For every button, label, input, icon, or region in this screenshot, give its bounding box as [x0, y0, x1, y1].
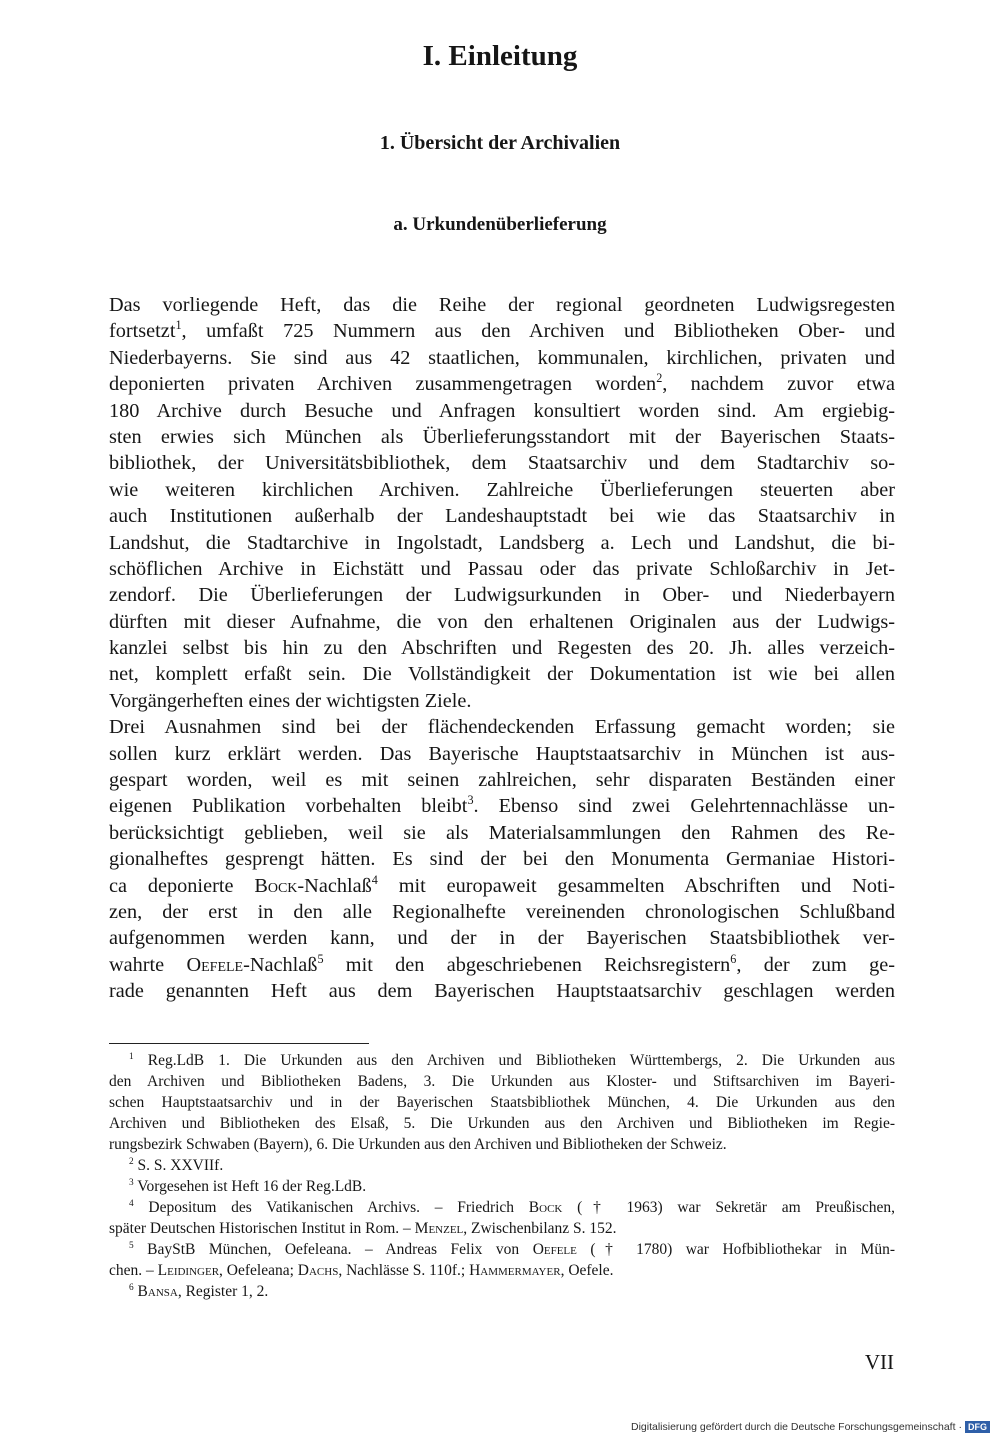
text-line: gespart worden, weil es mit seinen zahlreichen, sehr disparaten Beständen einer — [109, 769, 895, 792]
footnote-line: Archiven und Bibliotheken des Elsaß, 5. Die Urkunden aus den Archiven und Bibliotheken im Regie- — [109, 1115, 895, 1132]
text-line: net, komplett erfaßt sein. Die Vollständigkeit der Dokumentation ist wie bei allen — [109, 663, 895, 686]
text-line: dürften mit dieser Aufnahme, die von den erhaltenen Originalen aus der Ludwigs- — [109, 610, 895, 633]
text-line: fortsetzt$^1$, umfaßt 725 Nummern aus den Archiven und Bibliotheken Ober- und — [109, 318, 895, 343]
footnote-ref: 4 — [371, 872, 378, 887]
footnote-line: schen Hauptstaatsarchiv und in der Bayerischen Staatsbibliothek München, 4. Die Urkunden aus den — [109, 1094, 895, 1111]
footnote-4: $^4$ Depositum des Vatikanischen Archivs. – Friedrich Bock († 1963) war Sekretär am Preußischen, — [129, 1198, 895, 1216]
body-text — [109, 292, 895, 1005]
footnote-line: rungsbezirk Schwaben (Bayern), 6. Die Urkunden aus den Archiven und Bibliotheken der Schweiz. — [109, 1136, 727, 1153]
footnote-ref: 6 — [730, 952, 737, 966]
footnote-line: chen. – Leidinger, Oefeleana; Dachs, Nachlässe S. 110f.; Hammermayer, Oefele. — [109, 1262, 614, 1279]
text-line: Drei Ausnahmen sind bei der flächendeckenden Erfassung gemacht worden; sie — [109, 716, 895, 739]
text-line: berücksichtigt geblieben, weil sie als Materialsammlungen den Rahmen des Re- — [109, 821, 895, 844]
text-line: zen, der erst in den alle Regionalhefte vereinenden chronologischen Schlußband — [109, 900, 895, 923]
footnote-ref: 3 — [467, 793, 474, 808]
text-line: sten erwies sich München als Überlieferungsstandort mit der Bayerischen Staats- — [109, 425, 895, 448]
text-line: auch Institutionen außerhalb der Landeshauptstadt bei wie das Staatsarchiv in — [109, 505, 895, 528]
text-line: aufgenommen werden kann, und der in der Bayerischen Staatsbibliothek ver- — [109, 927, 895, 950]
text-line: deponierten privaten Archiven zusammengetragen worden$^2$, nachdem zuvor etwa — [109, 371, 895, 396]
text-line: schöflichen Archive in Eichstätt und Passau oder das private Schloßarchiv in Jet- — [109, 557, 895, 580]
text-line: rade genannten Heft aus dem Bayerischen Hauptstaatsarchiv geschlagen werden — [109, 980, 895, 1003]
page-title: I. Einleitung — [422, 40, 578, 72]
footnote-ref: 1 — [175, 318, 182, 333]
footnote-ref: 5 — [317, 952, 324, 966]
footnote-ref: 2 — [656, 371, 663, 386]
section-heading: 1. Übersicht der Archivalien — [379, 132, 621, 154]
text-line: Landshut, die Stadtarchive in Ingolstadt, Landsberg a. Lech und Landshut, die bi- — [109, 531, 895, 554]
page-number: VII — [864, 1350, 894, 1374]
funding-text: Digitalisierung gefördert durch die Deutsche Forschungsgemeinschaft — [630, 1421, 956, 1433]
funding-note — [631, 1421, 990, 1433]
text-line: Niederbayerns. Sie sind aus 42 staatlichen, kommunalen, kirchlichen, privaten und — [109, 346, 895, 369]
text-line: ca deponierte Bock-Nachlaß$^4$ mit europaweit gesammelten Abschriften und Noti- — [109, 872, 895, 897]
footnote-1: $^1$ Reg.LdB 1. Die Urkunden aus den Archiven und Bibliotheken Württembergs, 2. Die Urkunden aus — [129, 1051, 895, 1069]
text-line: kanzlei selbst bis hin zu den Abschriften und Regesten des 20. Jh. alles verzeich- — [109, 637, 895, 660]
footnote-divider — [109, 1043, 369, 1044]
footnote-6: $^6$ Bansa, Register 1, 2. — [129, 1282, 269, 1300]
footnote-line: später Deutschen Historischen Institut in Rom. – Menzel, Zwischenbilanz S. 152. — [109, 1220, 617, 1237]
footnote-3: $^3$ Vorgesehen ist Heft 16 der Reg.LdB. — [129, 1177, 367, 1195]
text-line: wahrte Oefele-Nachlaß$^5$ mit den abgeschriebenen Reichsregistern$^6$, der zum ge- — [109, 952, 895, 976]
text-line: eigenen Publikation vorbehalten bleibt$^3$. Ebenso sind zwei Gelehrtennachlässe un- — [109, 793, 896, 818]
text-line: Das vorliegende Heft, das die Reihe der regional geordneten Ludwigsregesten — [109, 294, 895, 316]
footnote-line: den Archiven und Bibliotheken Badens, 3. Die Urkunden aus Kloster- und Stiftsarchiven im Bayeri- — [109, 1073, 895, 1090]
footnote-2: $^2$ S. S. XXVIIf. — [129, 1156, 224, 1174]
dfg-logo: DFG — [965, 1421, 990, 1433]
text-line: wie weiteren kirchlichen Archiven. Zahlreiche Überlieferungen steuerten aber — [109, 478, 895, 501]
text-line: zendorf. Die Überlieferungen der Ludwigsurkunden in Ober- und Niederbayern — [109, 584, 895, 607]
separator: · — [958, 1421, 962, 1433]
footnote-5: $^5$ BayStB München, Oefeleana. – Andreas Felix von Oefele († 1780) war Hofbibliothekar in Mün- — [129, 1240, 895, 1258]
subsection-heading: a. Urkundenüberlieferung — [393, 214, 607, 235]
footnotes — [109, 1050, 895, 1302]
text-line: sollen kurz erklärt werden. Das Bayerische Hauptstaatsarchiv in München ist aus- — [109, 742, 895, 765]
text-line: bibliothek, der Universitätsbibliothek, dem Staatsarchiv und dem Stadtarchiv so- — [109, 452, 895, 475]
text-line: 180 Archive durch Besuche und Anfragen konsultiert worden sind. Am ergiebig- — [109, 399, 895, 422]
text-line: Vorgängerheften eines der wichtigsten Ziele. — [109, 689, 472, 712]
text-line: gionalheftes gesprengt hätten. Es sind der bei den Monumenta Germaniae Histori- — [109, 848, 895, 871]
